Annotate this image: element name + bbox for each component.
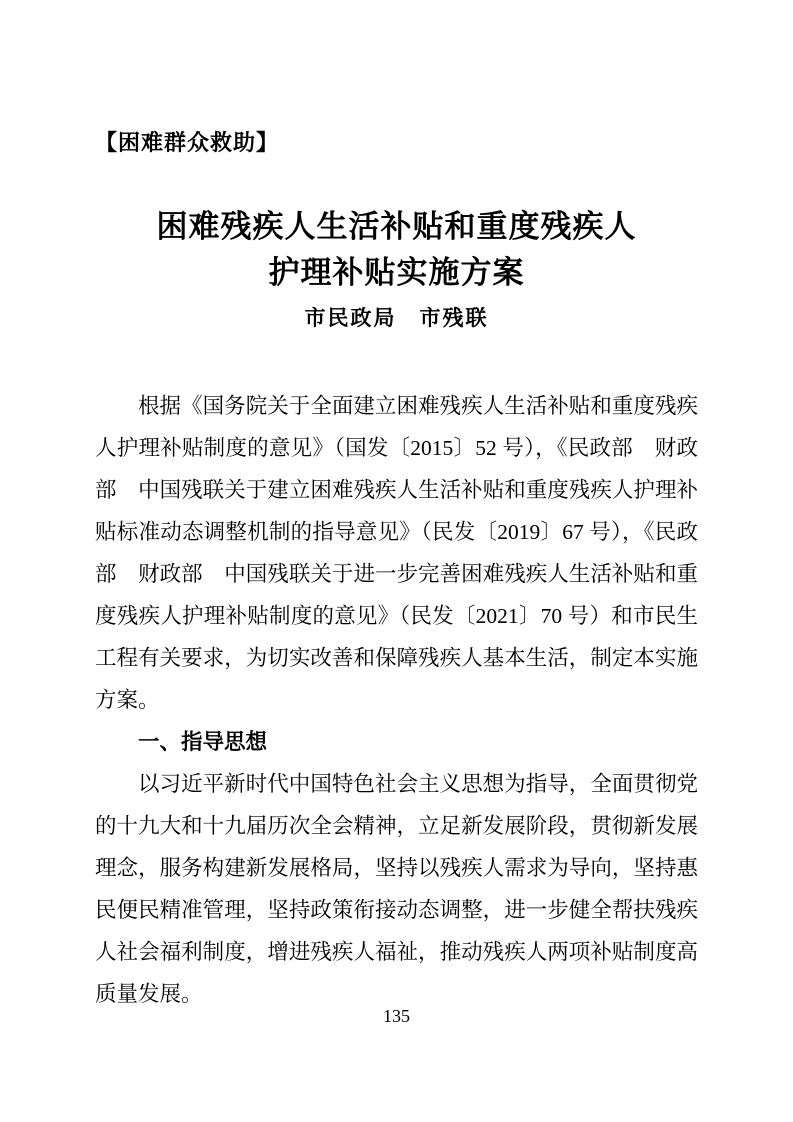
document-title-line-2: 护理补贴实施方案	[268, 255, 525, 290]
category-label: 【困难群众救助】	[95, 130, 280, 155]
body-paragraph: 根据《国务院关于全面建立困难残疾人生活补贴和重度残疾人护理补贴制度的意见》（国发〔2015〕52 号），《民政部 财政部 中国残联关于建立困难残疾人生活补贴和重度残疾人护理补贴标准动态调整机制的指导意见》（民发〔2019〕67 号），《民政部 财政部 中国残联关于进一步完善困难残疾人生活补贴和重度残疾人护理补贴制度的意见》（民发〔2021〕70 号）和市民生工程有关要求，为切实改善和保障残疾人基本生活，制定本实施方案。	[95, 394, 698, 712]
byline: 市民政局 市残联	[304, 306, 489, 330]
document-title-line-1: 困难残疾人生活补贴和重度残疾人	[156, 209, 637, 244]
page-number: 135	[383, 1006, 410, 1026]
body-paragraph: 以习近平新时代中国特色社会主义思想为指导，全面贯彻党的十九大和十九届历次全会精神，立足新发展阶段，贯彻新发展理念，服务构建新发展格局，坚持以残疾人需求为导向，坚持惠民便民精准管理，坚持政策衔接动态调整，进一步健全帮扶残疾人社会福利制度，增进残疾人福祉，推动残疾人两项补贴制度高质量发展。	[95, 772, 698, 1006]
document-title	[95, 204, 698, 296]
document-body	[95, 385, 698, 1015]
section-heading: 一、指导思想	[138, 730, 268, 754]
